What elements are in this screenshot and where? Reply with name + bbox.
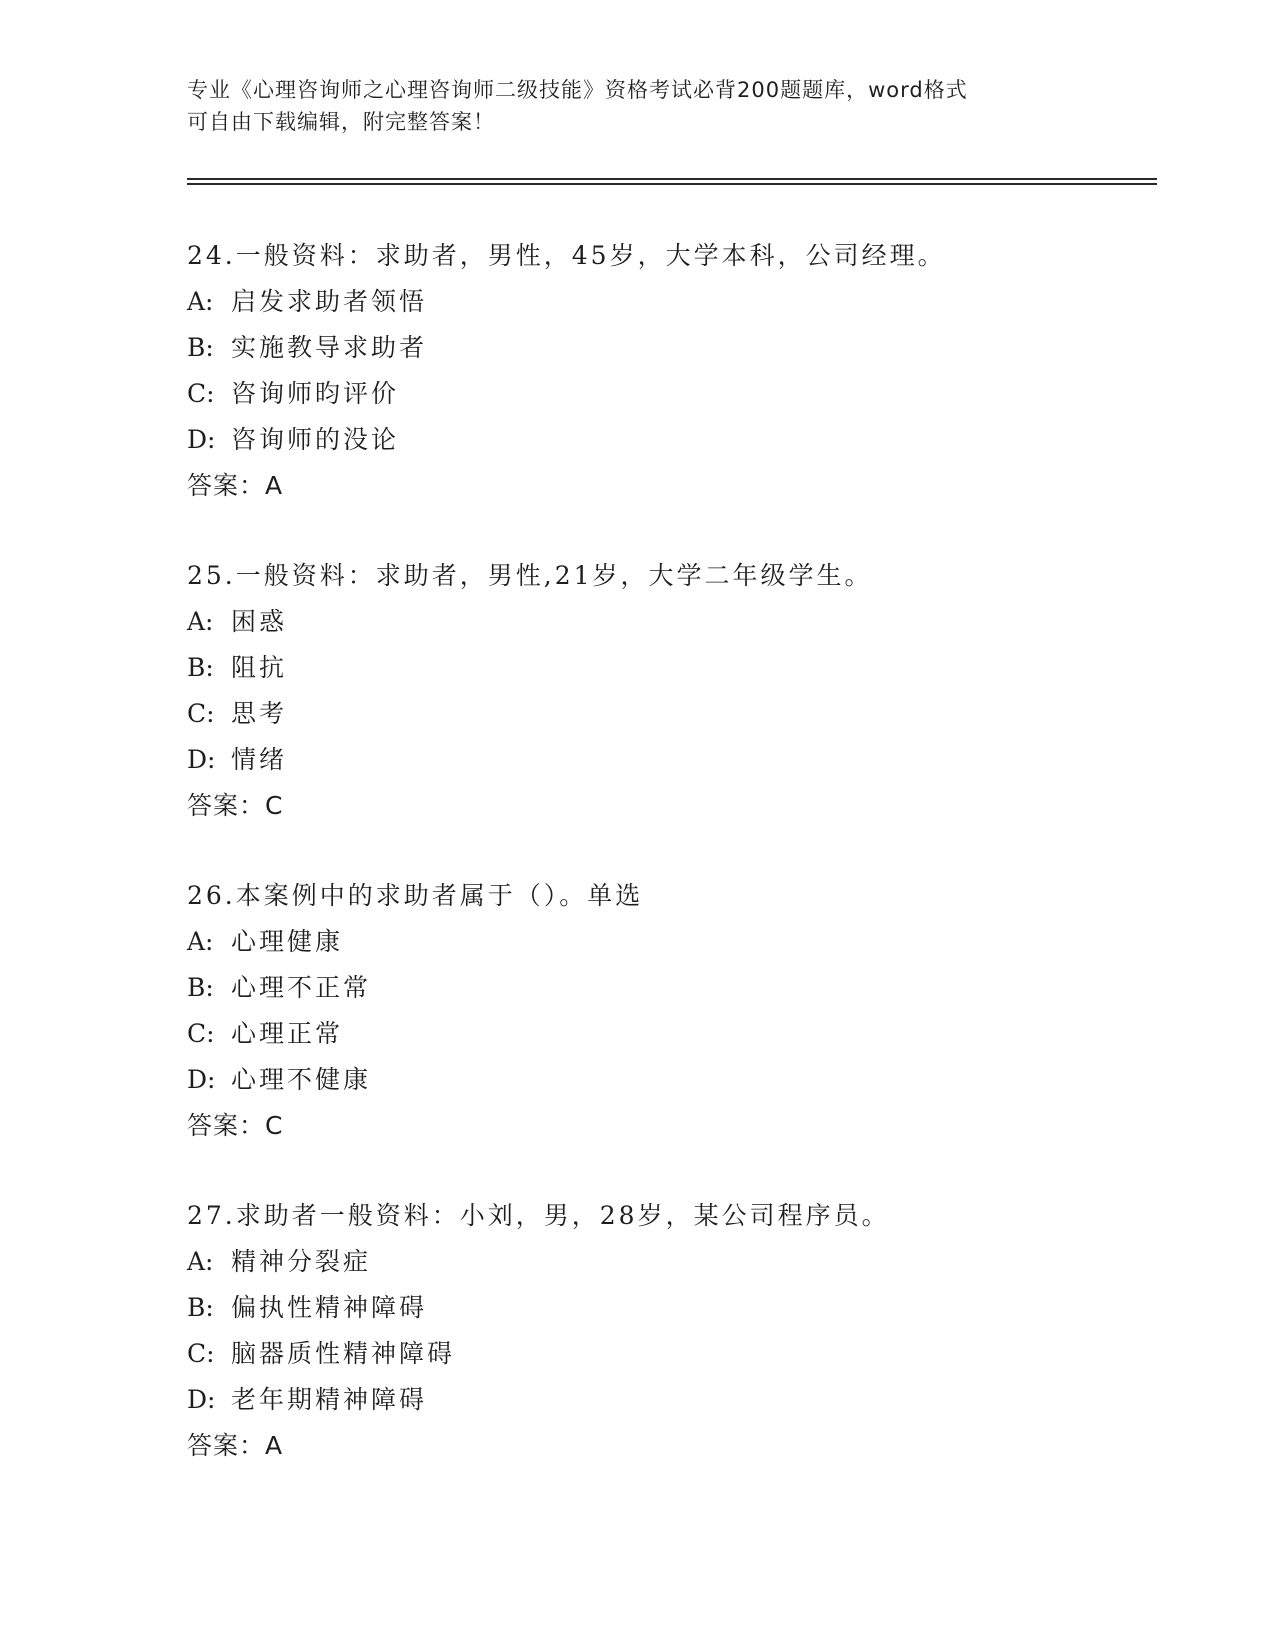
option-key: A: <box>187 927 214 956</box>
option-key: B: <box>187 1293 214 1322</box>
option-text: 偏执性精神障碍 <box>231 1293 428 1322</box>
option-key: A: <box>187 1247 214 1276</box>
option-c <box>187 1011 1147 1057</box>
option-key: C: <box>187 1339 215 1368</box>
option-text: 咨询师昀评价 <box>231 379 400 408</box>
option-b <box>187 325 1147 371</box>
option-key: C: <box>187 699 215 728</box>
option-b <box>187 1285 1147 1331</box>
option-a <box>187 599 1147 645</box>
option-key: D: <box>187 425 216 454</box>
header-divider-top <box>187 178 1157 180</box>
option-key: C: <box>187 379 215 408</box>
option-text: 情绪 <box>231 745 288 774</box>
option-d <box>187 417 1147 463</box>
option-b <box>187 965 1147 1011</box>
answer-line: 答案：A <box>187 471 284 500</box>
option-key: D: <box>187 745 216 774</box>
document-header <box>187 74 1087 138</box>
question-text: 25.一般资料：求助者，男性,21岁，大学二年级学生。 <box>187 561 873 590</box>
option-key: C: <box>187 1019 215 1048</box>
option-d <box>187 1377 1147 1423</box>
option-c <box>187 1331 1147 1377</box>
option-key: A: <box>187 607 214 636</box>
option-a <box>187 279 1147 325</box>
header-line-2: 可自由下载编辑，附完整答案！ <box>187 110 495 134</box>
header-divider-bottom <box>187 183 1157 185</box>
option-text: 困惑 <box>231 607 288 636</box>
option-d <box>187 737 1147 783</box>
option-key: A: <box>187 287 214 316</box>
option-text: 心理不健康 <box>231 1065 372 1094</box>
option-text: 实施教导求助者 <box>231 333 428 362</box>
option-key: B: <box>187 333 214 362</box>
option-text: 精神分裂症 <box>231 1247 372 1276</box>
option-text: 启发求助者领悟 <box>231 287 428 316</box>
option-key: B: <box>187 653 214 682</box>
option-text: 心理不正常 <box>231 973 372 1002</box>
question-27 <box>187 1193 1147 1469</box>
answer-line: 答案：A <box>187 1431 284 1460</box>
answer-line: 答案：C <box>187 1111 284 1140</box>
option-a <box>187 1239 1147 1285</box>
question-text: 27.求助者一般资料：小刘，男，28岁，某公司程序员。 <box>187 1201 890 1230</box>
option-key: D: <box>187 1385 216 1414</box>
option-text: 心理健康 <box>231 927 344 956</box>
option-b <box>187 645 1147 691</box>
option-text: 老年期精神障碍 <box>231 1385 428 1414</box>
question-25 <box>187 553 1147 829</box>
option-text: 脑器质性精神障碍 <box>231 1339 456 1368</box>
option-text: 阻抗 <box>231 653 288 682</box>
question-26 <box>187 873 1147 1149</box>
header-line-1: 专业《心理咨询师之心理咨询师二级技能》资格考试必背200题题库，word格式 <box>187 78 968 102</box>
answer-line: 答案：C <box>187 791 284 820</box>
option-d <box>187 1057 1147 1103</box>
option-key: B: <box>187 973 214 1002</box>
option-text: 思考 <box>231 699 288 728</box>
option-c <box>187 691 1147 737</box>
question-text: 24.一般资料：求助者，男性，45岁，大学本科，公司经理。 <box>187 241 946 270</box>
option-a <box>187 919 1147 965</box>
option-text: 咨询师的没论 <box>231 425 400 454</box>
question-24 <box>187 233 1147 509</box>
option-c <box>187 371 1147 417</box>
option-text: 心理正常 <box>231 1019 344 1048</box>
question-text: 26.本案例中的求助者属于（）。单选 <box>187 881 644 910</box>
option-key: D: <box>187 1065 216 1094</box>
